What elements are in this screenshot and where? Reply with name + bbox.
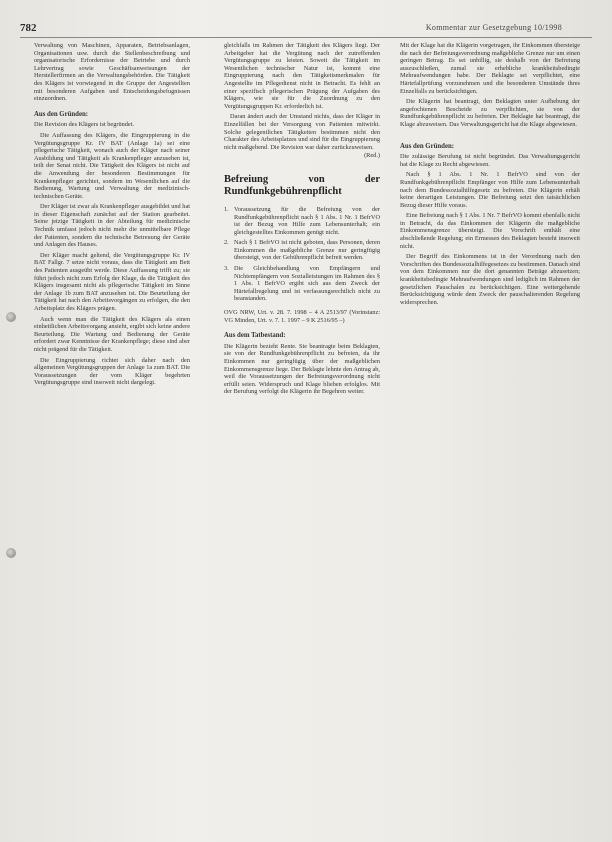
paragraph: Die Klägerin bezieht Rente. Sie beantragte beim Beklagten, sie von der Rundfunkgebührenpflicht zu befreien, da ihr Einkommen nur geringfügig über der maßgeblichen Einkommensgrenze liege. Der Beklagte lehnte den Antrag ab, weil die Voraussetzungen der Befreiungsverordnung nicht erfüllt seien. Widerspruch und Klage blieben erfolglos. Mit der Berufung verfolgt die Klägerin ihr Begehren weiter.	[224, 342, 380, 396]
punch-hole-icon	[6, 312, 16, 322]
list-item: 1. Voraussetzung für die Befreiung von der Rundfunkgebührenpflicht nach § 1 Abs. 1 Nr. 1 BefrVO ist der Bezug von Hilfe zum Lebensunterhalt; ein gleichgestelltes Einkommen genügt nicht.	[224, 205, 380, 236]
headnote-list	[224, 206, 380, 303]
section-heading-grounds: Aus den Gründen:	[400, 142, 455, 150]
article-title: Befreiung von der Rundfunkgebührenpflicht	[224, 173, 380, 197]
page-number: 782	[20, 22, 37, 34]
paragraph: Der Kläger macht geltend, die Vergütungsgruppe Kr. IV BAT Fallgr. 7 setze nicht voraus, dass die Tätigkeit am Bett des Patienten ausgeübt werde. Diese Auffassung trifft zu; sie führt jedoch nicht zum Erfolg der Klage, da die Tätigkeit des Klägers insgesamt nicht als pflegerische Tätigkeit im Sinne der Anlage 1b zum BAT anzusehen ist. Die Beurteilung der Tätigkeit hat nach den Arbeitsvorgängen zu erfolgen, die den Arbeitsplatz des Klägers prägen.	[34, 251, 190, 312]
paragraph: Die Klägerin hat beantragt, den Beklagten unter Aufhebung der angefochtenen Bescheide zu verpflichten, sie von der Rundfunkgebührenpflicht zu befreien. Der Beklagte hat beantragt, die Klage abzuweisen. Das Verwaltungsgericht hat die Klage abgewiesen.	[400, 98, 580, 128]
punch-hole-icon	[6, 548, 16, 558]
paragraph: Auch wenn man die Tätigkeit des Klägers als einen einheitlichen Arbeitsvorgang ansieht, ergibt sich keine andere Beurteilung. Die Wartung und Bedienung der Geräte erfordert zwar Kenntnisse der Krankenpflege; diese sind aber nicht prägend für die Tätigkeit.	[34, 315, 190, 353]
paragraph: Der Begriff des Einkommens ist in der Verordnung nach den Vorschriften des Bundessozialhilfegesetzes zu bestimmen. Danach sind von dem Einkommen nur die dort genannten Beträge abzusetzen; krankheitsbedingte Mehraufwendungen sind lediglich im Rahmen der gesetzlichen Pauschalen zu berücksichtigen. Eine weitergehende Berücksichtigung würde dem Zweck der pauschalierenden Regelung widersprechen.	[400, 253, 580, 306]
paragraph: Die zulässige Berufung ist nicht begründet. Das Verwaltungsgericht hat die Klage zu Recht abgewiesen.	[400, 153, 580, 168]
paragraph: Die Revision des Klägers ist begründet.	[34, 121, 135, 129]
column-right	[400, 42, 580, 309]
paragraph: Nach § 1 Abs. 1 Nr. 1 BefrVO sind von der Rundfunkgebührenpflicht Empfänger von Hilfe zum Lebensunterhalt nach dem Bundessozialhilfegesetz zu befreien. Die Klägerin erhält keine derartigen Leistungen. Die Befreiung setzt den tatsächlichen Bezug dieser Hilfe voraus.	[400, 171, 580, 209]
paragraph: Der Kläger ist zwar als Krankenpfleger ausgebildet und hat in dieser Eigenschaft zunächst auf der Station gearbeitet. Seine jetzige Tätigkeit in der Abteilung für medizinische Technik umfasst jedoch nicht mehr die unmittelbare Pflege der Patienten, sondern die technische Betreuung der Geräte und Anlagen des Hauses.	[34, 203, 190, 249]
paragraph: Mit der Klage hat die Klägerin vorgetragen, ihr Einkommen übersteige die nach der Befreiungsverordnung maßgebliche Grenze nur um einen geringen Betrag. Es sei unbillig, sie deshalb von der Befreiung auszuschließen, zumal sie erhebliche krankheitsbedingte Mehraufwendungen habe. Der Beklagte sei verpflichtet, eine Härtefallprüfung vorzunehmen und die besonderen Umstände ihres Einzelfalls zu berücksichtigen.	[400, 42, 580, 95]
column-middle	[224, 42, 380, 399]
list-item: 3. Die Gleichbehandlung von Empfängern und Nichtempfängern von Sozialleistungen im Rahmen des § 1 Abs. 1 BefrVO ergibt sich aus dem Zweck der Härtefallregelung und ist verfassungsrechtlich nicht zu beanstanden.	[224, 265, 380, 303]
case-citation: OVG NRW, Urt. v. 28. 7. 1998 – 4 A 2513/97 (Vorinstanz: VG Minden, Urt. v. 7. 1. 1997 – 9 K 2516/95 –)	[224, 309, 380, 324]
paragraph: Eine Befreiung nach § 1 Abs. 1 Nr. 7 BefrVO kommt ebenfalls nicht in Betracht, da das Einkommen der Klägerin die maßgebliche Einkommensgrenze übersteigt. Die Vorschrift enthält eine abschließende Regelung; ein Ermessen des Beklagten besteht insoweit nicht.	[400, 212, 580, 250]
paragraph: gleichfalls im Rahmen der Tätigkeit des Klägers liegt. Der Arbeitgeber hat die Vergütung nach der zutreffenden Vergütungsgruppe zu leisten. Soweit die Tätigkeit im Wesentlichen technischer Natur ist, kommt eine Eingruppierung nach den Tätigkeitsmerkmalen für Angestellte im Pflegedienst nicht in Betracht. Es fehlt an einer spezifisch pflegerischen Prägung der Aufgaben des Klägers, wie sie für die Zuordnung zu den Vergütungsgruppen Kr. erforderlich ist.	[224, 42, 380, 110]
section-heading-facts: Aus dem Tatbestand:	[224, 332, 286, 340]
editor-signature: (Red.)	[364, 152, 380, 160]
page-header	[20, 22, 592, 36]
header-rule	[20, 37, 592, 38]
list-item: 2. Nach § 1 BefrVO ist nicht geboten, dass Personen, deren Einkommen die maßgebliche Grenze nur geringfügig übersteigt, von der Gebührenpflicht befreit werden.	[224, 239, 380, 262]
running-title: Kommentar zur Gesetzgebung 10/1998	[425, 23, 562, 32]
column-left	[34, 42, 190, 390]
section-heading-grounds: Aus den Gründen:	[34, 110, 89, 118]
paragraph: Daran ändert auch der Umstand nichts, dass der Kläger in Einzelfällen bei der Versorgung von Patienten mitwirkt. Solche gelegentlichen Tätigkeiten bestimmen nicht den Charakter des Arbeitsplatzes und sind für die Eingruppierung nicht maßgebend. Die Revision war daher zurückzuweisen.	[224, 113, 380, 151]
paragraph: Verwaltung von Maschinen, Apparaten, Betriebsanlagen, Organisationen usw. durch die Stellenbeschreibung und organisatorische Erfordernisse der Betriebe und durch Lehrvertrag sowie Geschäftsanweisungen der Herstellerfirmen an die Verwaltungsbehörden. Die Tätigkeit des Klägers ist vorwiegend in die Gruppe der Angestellten mit besonderen Aufgaben und Entscheidungsbefugnissen einzuordnen.	[34, 42, 190, 103]
paragraph: Die Auffassung des Klägers, die Eingruppierung in die Vergütungsgruppe Kr. IV BAT (Anlage 1a) sei eine pflegerische Tätigkeit, wonach auch der Kläger nach seiner Ausbildung und Tätigkeit als Krankenpfleger anzusehen ist, teilt der Senat nicht. Die Tätigkeit des Klägers ist nicht auf die Anwendung der besonderen Bestimmungen für Krankenpfleger gerichtet, sondern im Wesentlichen auf die Bedienung, Wartung und Verwaltung der medizinisch-technischen Geräte.	[34, 131, 190, 200]
paragraph: Die Eingruppierung richtet sich daher nach den allgemeinen Vergütungsgruppen der Anlage 1a zum BAT. Die Voraussetzungen der vom Kläger begehrten Vergütungsgruppe sind insoweit nicht dargelegt.	[34, 356, 190, 387]
